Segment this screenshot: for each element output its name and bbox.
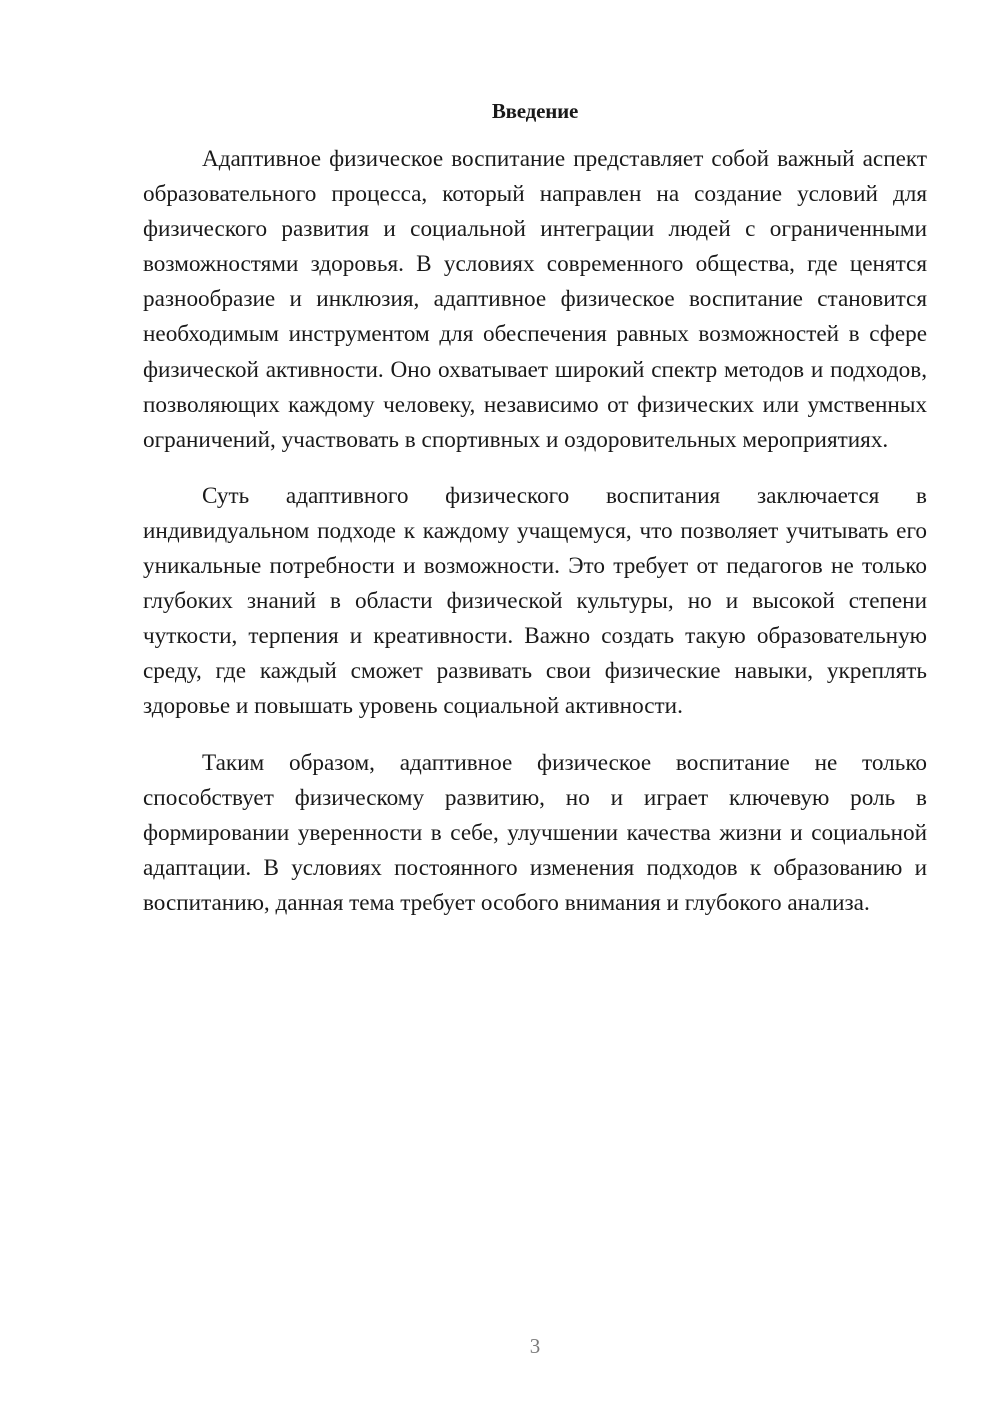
page-title: Введение: [491, 99, 579, 123]
paragraph-3: Таким образом, адаптивное физическое воспитание не только способствует физическому развитию, но и играет ключевую роль в формировании уверенности в себе, улучшении качества жизни и социальной адаптации. В условиях постоянного изменения подходов к образованию и воспитанию, данная тема требует особого внимания и глубокого анализа.: [143, 749, 927, 916]
paragraph-1: Адаптивное физическое воспитание представляет собой важный аспект образовательного процесса, который направлен на создание условий для физического развития и социальной интеграции людей с ограниченными возможностями здоровья. В условиях современного общества, где ценятся разнообразие и инклюзия, адаптивное физическое воспитание становится необходимым инструментом для обеспечения равных возможностей в сфере физической активности. Оно охватывает широкий спектр методов и подходов, позволяющих каждому человеку, независимо от физических или умственных ограничений, участвовать в спортивных и оздоровительных мероприятиях.: [143, 146, 927, 453]
paragraph-gap: [143, 725, 927, 746]
page-number: 3: [529, 1334, 541, 1358]
paragraph-gap: [143, 458, 927, 479]
page-content: [143, 94, 927, 921]
paragraph-2: Суть адаптивного физического воспитания заключается в индивидуальном подходе к каждому учащемуся, что позволяет учитывать его уникальные потребности и возможности. Это требует от педагогов не только глубоких знаний в области физической культуры, но и высокой степени чуткости, терпения и креативности. Важно создать такую образовательную среду, где каждый сможет развивать свои физические навыки, укреплять здоровье и повышать уровень социальной активности.: [143, 482, 927, 720]
